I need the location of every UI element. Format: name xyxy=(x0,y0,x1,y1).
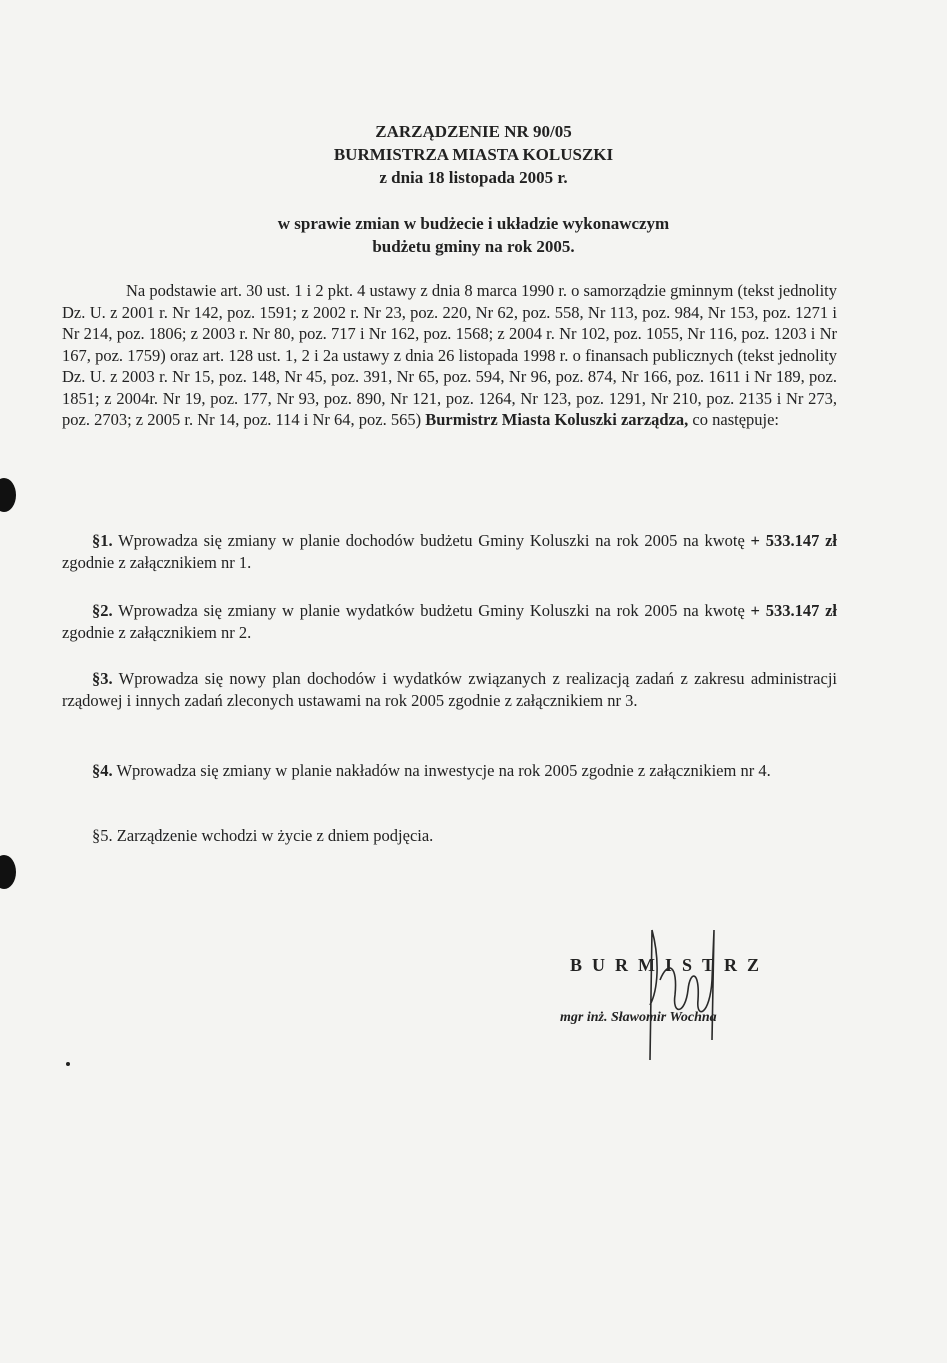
section-4 xyxy=(62,760,837,782)
amount: + 533.147 zł xyxy=(750,531,838,550)
signature-name: mgr inż. Sławomir Wochna xyxy=(560,1010,717,1025)
document-subject xyxy=(0,212,947,258)
title-line-3: z dnia 18 listopada 2005 r. xyxy=(379,168,568,187)
legal-basis-paragraph xyxy=(62,280,837,431)
section-text-end: zgodnie z załącznikiem nr 2. xyxy=(62,622,252,642)
subject-line-1: w sprawie zmian w budżecie i układzie wykonawczym xyxy=(277,214,670,233)
section-mark: §4. xyxy=(92,761,113,780)
section-text: Wprowadza się zmiany w planie nakładów na inwestycje na rok 2005 zgodnie z załącznikiem nr 4. xyxy=(116,761,771,780)
title-line-1: ZARZĄDZENIE NR 90/05 xyxy=(375,122,572,141)
scan-speck xyxy=(66,1062,70,1066)
section-2 xyxy=(62,600,837,643)
document-title xyxy=(0,120,947,189)
section-mark: §2. xyxy=(92,601,113,620)
legal-basis-text: Na podstawie art. 30 ust. 1 i 2 pkt. 4 ustawy z dnia 8 marca 1990 r. o samorządzie gminnym (tekst jednolity Dz. U. z 2001 r. Nr 142, poz. 1591; z 2002 r. Nr 23, poz. 220, Nr 62, poz. 558, Nr 113, poz. 984, Nr 153, poz. 1271 i Nr 214, poz. 1806; z 2003 r. Nr 80, poz. 717 i Nr 162, poz. 1568; z 2004 r. Nr 102, poz. 1055, Nr 116, poz. 1203 i Nr 167, poz. 1759) oraz art. 128 ust. 1, 2 i 2a ustawy z dnia 26 listopada 1998 r. o finansach publicznych (tekst jednolity Dz. U. z 2003 r. Nr 15, poz. 148, Nr 45, poz. 391, Nr 65, poz. 594, Nr 96, poz. 874, Nr 166, poz. 1611 i Nr 189, poz. 1851; z 2004r. Nr 19, poz. 177, Nr 93, poz. 890, Nr 121, poz. 1264, Nr 123, poz. 1291, Nr 210, poz. 2135 i Nr 273, poz. 2703; z 2005 r. Nr 14, poz. 114 i Nr 64, poz. 565) xyxy=(62,281,837,429)
punch-hole-bottom xyxy=(0,855,16,889)
title-line-2: BURMISTRZA MIASTA KOLUSZKI xyxy=(333,145,614,164)
punch-hole-top xyxy=(0,478,16,512)
signature-title: BURMISTRZ xyxy=(570,955,770,975)
intro-ending: co następuje: xyxy=(692,410,780,429)
section-5 xyxy=(62,825,837,847)
section-mark: §3. xyxy=(92,669,113,688)
signature-stamp xyxy=(560,955,820,1075)
amount: + 533.147 zł xyxy=(750,601,838,620)
section-text-end: zgodnie z załącznikiem nr 1. xyxy=(62,552,252,572)
section-text: Zarządzenie wchodzi w życie z dniem podjęcia. xyxy=(116,826,434,845)
section-text: Wprowadza się zmiany w planie dochodów budżetu Gminy Koluszki na rok 2005 na kwotę xyxy=(118,531,745,550)
subject-line-2: budżetu gminy na rok 2005. xyxy=(372,237,575,256)
issuer-clause: Burmistrz Miasta Koluszki zarządza, xyxy=(425,410,689,429)
section-3 xyxy=(62,668,837,711)
section-mark: §5. xyxy=(92,826,113,845)
section-text: Wprowadza się zmiany w planie wydatków budżetu Gminy Koluszki na rok 2005 na kwotę xyxy=(118,601,745,620)
section-mark: §1. xyxy=(92,531,113,550)
section-1 xyxy=(62,530,837,573)
section-text: Wprowadza się nowy plan dochodów i wydatków związanych z realizacją zadań z zakresu administracji rządowej i innych zadań zleconych ustawami na rok 2005 zgodnie z załącznikiem nr 3. xyxy=(62,669,837,710)
handwritten-signature xyxy=(630,920,740,1065)
